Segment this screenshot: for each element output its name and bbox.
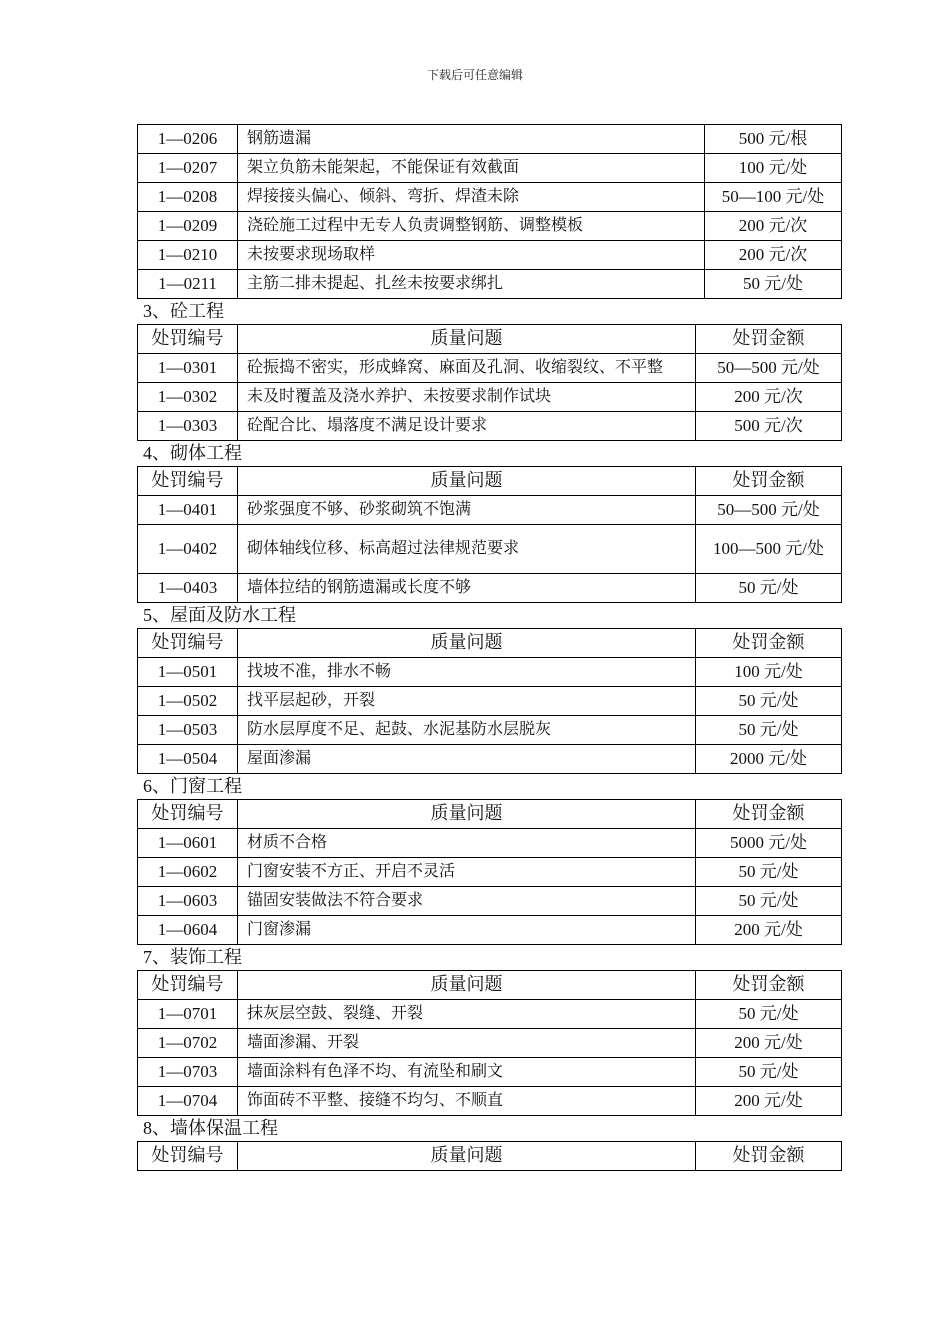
section-title: 6、门窗工程 [143,776,242,796]
penalty-code: 1—0703 [138,1058,238,1087]
penalty-code: 1—0501 [138,658,238,687]
table-row [138,829,842,858]
penalty-amount: 200 元/处 [696,1029,842,1058]
page-header: 下载后可任意编辑 [426,68,523,82]
table-header-row [138,467,842,496]
table-row [138,383,842,412]
penalty-code: 1—0701 [138,1000,238,1029]
penalty-amount: 50 元/处 [696,1000,842,1029]
quality-issue: 锚固安装做法不符合要求 [238,887,696,916]
penalty-table [137,1141,842,1171]
table-row [138,212,842,241]
penalty-table [137,466,842,603]
penalty-code: 1—0402 [138,525,238,574]
section-title: 3、砼工程 [143,301,224,321]
penalty-code: 1—0702 [138,1029,238,1058]
penalty-code: 1—0503 [138,716,238,745]
penalty-amount: 50 元/处 [696,887,842,916]
penalty-code: 1—0704 [138,1087,238,1116]
penalty-amount: 200 元/处 [696,1087,842,1116]
penalty-amount: 100—500 元/处 [696,525,842,574]
table-row [138,1029,842,1058]
penalty-code: 1—0210 [138,241,238,270]
header-penalty-amount: 处罚金额 [696,800,842,829]
quality-issue: 焊接接头偏心、倾斜、弯折、焊渣未除 [238,183,705,212]
penalty-table [137,324,842,441]
penalty-code: 1—0604 [138,916,238,945]
table-row [138,241,842,270]
table-header-row [138,325,842,354]
section-title: 7、装饰工程 [143,947,242,967]
quality-issue: 砼配合比、塌落度不满足设计要求 [238,412,696,441]
quality-issue: 未按要求现场取样 [238,241,705,270]
section-title: 8、墙体保温工程 [143,1118,278,1138]
quality-issue: 主筋二排未提起、扎丝未按要求绑扎 [238,270,705,299]
header-penalty-amount: 处罚金额 [696,325,842,354]
quality-issue: 未及时覆盖及浇水养护、未按要求制作试块 [238,383,696,412]
quality-issue: 砌体轴线位移、标高超过法律规范要求 [238,525,696,574]
penalty-amount: 500 元/次 [696,412,842,441]
header-penalty-code: 处罚编号 [138,629,238,658]
penalty-amount: 100 元/处 [705,154,842,183]
table-row [138,658,842,687]
table-row [138,525,842,574]
quality-issue: 墙面渗漏、开裂 [238,1029,696,1058]
penalty-code: 1—0209 [138,212,238,241]
penalty-code: 1—0502 [138,687,238,716]
quality-issue: 门窗安装不方正、开启不灵活 [238,858,696,887]
table-row [138,716,842,745]
penalty-amount: 50 元/处 [696,858,842,887]
table-row [138,1000,842,1029]
table-header-row [138,800,842,829]
quality-issue: 屋面渗漏 [238,745,696,774]
quality-issue: 门窗渗漏 [238,916,696,945]
penalty-amount: 50 元/处 [696,687,842,716]
penalty-amount: 2000 元/处 [696,745,842,774]
table-row [138,496,842,525]
penalty-code: 1—0211 [138,270,238,299]
header-quality-issue: 质量问题 [238,1142,696,1171]
header-penalty-code: 处罚编号 [138,1142,238,1171]
document-content [137,124,842,1171]
quality-issue: 抹灰层空鼓、裂缝、开裂 [238,1000,696,1029]
header-quality-issue: 质量问题 [238,800,696,829]
table-header-row [138,1142,842,1171]
penalty-code: 1—0603 [138,887,238,916]
quality-issue: 防水层厚度不足、起鼓、水泥基防水层脱灰 [238,716,696,745]
penalty-table [137,628,842,774]
penalty-amount: 50 元/处 [696,574,842,603]
table-row [138,916,842,945]
header-penalty-amount: 处罚金额 [696,629,842,658]
quality-issue: 浇砼施工过程中无专人负责调整钢筋、调整模板 [238,212,705,241]
penalty-amount: 50—100 元/处 [705,183,842,212]
header-quality-issue: 质量问题 [238,629,696,658]
section-title: 5、屋面及防水工程 [143,605,296,625]
header-penalty-amount: 处罚金额 [696,1142,842,1171]
penalty-amount: 200 元/处 [696,916,842,945]
table-row [138,687,842,716]
penalty-amount: 5000 元/处 [696,829,842,858]
penalty-amount: 50—500 元/处 [696,354,842,383]
penalty-table [137,970,842,1116]
table-row [138,125,842,154]
penalty-code: 1—0206 [138,125,238,154]
table-header-row [138,629,842,658]
header-penalty-amount: 处罚金额 [696,467,842,496]
penalty-table [137,799,842,945]
header-quality-issue: 质量问题 [238,971,696,1000]
penalty-amount: 50 元/处 [696,716,842,745]
penalty-amount: 200 元/次 [696,383,842,412]
table-row [138,270,842,299]
penalty-code: 1—0601 [138,829,238,858]
quality-issue: 找平层起砂，开裂 [238,687,696,716]
penalty-code: 1—0302 [138,383,238,412]
penalty-code: 1—0301 [138,354,238,383]
section-title: 4、砌体工程 [143,443,242,463]
quality-issue: 墙面涂料有色泽不均、有流坠和刷文 [238,1058,696,1087]
penalty-amount: 500 元/根 [705,125,842,154]
table-row [138,354,842,383]
header-penalty-amount: 处罚金额 [696,971,842,1000]
penalty-code: 1—0403 [138,574,238,603]
quality-issue: 墙体拉结的钢筋遗漏或长度不够 [238,574,696,603]
quality-issue: 饰面砖不平整、接缝不均匀、不顺直 [238,1087,696,1116]
quality-issue: 砂浆强度不够、砂浆砌筑不饱满 [238,496,696,525]
penalty-code: 1—0303 [138,412,238,441]
penalty-code: 1—0602 [138,858,238,887]
header-quality-issue: 质量问题 [238,325,696,354]
penalty-amount: 50 元/处 [705,270,842,299]
penalty-amount: 200 元/次 [705,241,842,270]
table-header-row [138,971,842,1000]
penalty-amount: 50—500 元/处 [696,496,842,525]
penalty-code: 1—0207 [138,154,238,183]
penalty-amount: 50 元/处 [696,1058,842,1087]
penalty-code: 1—0401 [138,496,238,525]
table-row [138,858,842,887]
penalty-code: 1—0504 [138,745,238,774]
header-penalty-code: 处罚编号 [138,325,238,354]
quality-issue: 材质不合格 [238,829,696,858]
table-row [138,887,842,916]
penalty-amount: 100 元/处 [696,658,842,687]
table-row [138,412,842,441]
header-penalty-code: 处罚编号 [138,467,238,496]
penalty-code: 1—0208 [138,183,238,212]
table-row [138,183,842,212]
quality-issue: 架立负筋未能架起，不能保证有效截面 [238,154,705,183]
table-row [138,745,842,774]
header-penalty-code: 处罚编号 [138,971,238,1000]
quality-issue: 砼振捣不密实，形成蜂窝、麻面及孔洞、收缩裂纹、不平整 [238,354,696,383]
quality-issue: 钢筋遗漏 [238,125,705,154]
table-row [138,574,842,603]
header-quality-issue: 质量问题 [238,467,696,496]
header-penalty-code: 处罚编号 [138,800,238,829]
penalty-table-reinforcement [137,124,842,299]
table-row [138,154,842,183]
table-row [138,1087,842,1116]
penalty-amount: 200 元/次 [705,212,842,241]
table-row [138,1058,842,1087]
quality-issue: 找坡不准，排水不畅 [238,658,696,687]
